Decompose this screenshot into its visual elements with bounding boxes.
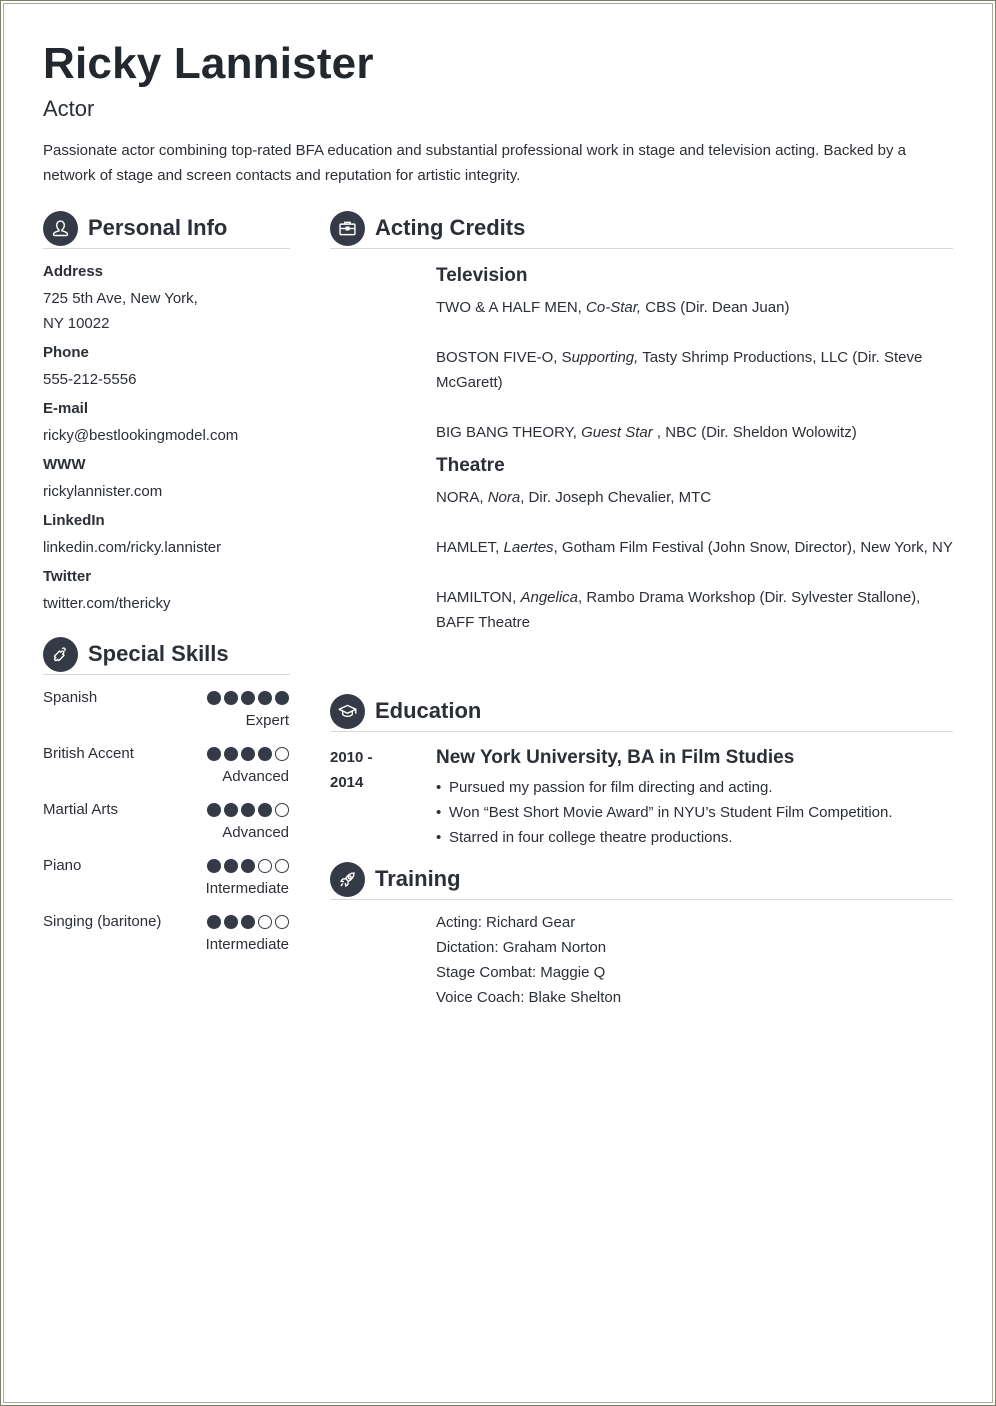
candidate-role: Actor (43, 96, 95, 121)
rating-dot-filled (241, 803, 255, 817)
personal-info-list (43, 262, 290, 623)
skill-level: Intermediate (205, 880, 289, 897)
personal-info-header (43, 208, 290, 249)
skill-level: Expert (245, 712, 289, 729)
acting-credits-header (330, 208, 953, 249)
skills-list (43, 688, 290, 968)
rocket-icon (330, 862, 365, 897)
education-bullet: • Starred in four college theatre productions. (436, 825, 953, 850)
skill-name: Martial Arts (43, 801, 119, 818)
rating-dot-filled (275, 691, 289, 705)
skill-name: Singing (baritone) (43, 913, 162, 930)
skill-name: Spanish (43, 689, 98, 706)
info-value: 725 5th Ave, New York, (43, 290, 198, 307)
info-value: NY 10022 (43, 315, 110, 332)
info-label: Address (43, 263, 104, 280)
skill-name: British Accent (43, 745, 134, 762)
education-bullet: • Won “Best Short Movie Award” in NYU’s Student Film Competition. (436, 800, 953, 825)
info-value: 555-212-5556 (43, 371, 137, 388)
skill-row (43, 856, 290, 912)
info-www (43, 455, 290, 504)
info-linkedin (43, 511, 290, 560)
rating-dot-filled (224, 691, 238, 705)
info-label: WWW (43, 456, 86, 473)
education-years (330, 745, 420, 795)
rating-dot-empty (275, 803, 289, 817)
rating-dot-empty (275, 747, 289, 761)
skills-title: Special Skills (88, 641, 229, 666)
rating-dot-filled (207, 747, 221, 761)
rating-dot-empty (258, 859, 272, 873)
rating-dot-filled (224, 915, 238, 929)
info-address (43, 262, 290, 336)
rating-dot-filled (207, 859, 221, 873)
rating-dot-filled (207, 803, 221, 817)
education-bullets (436, 775, 953, 850)
info-label: Phone (43, 344, 89, 361)
rating-dot-filled (258, 747, 272, 761)
credit-item: NORA, Nora, Dir. Joseph Chevalier, MTC (436, 489, 712, 506)
education-years-start: 2010 - (330, 749, 373, 766)
rating-dot-filled (241, 747, 255, 761)
skill-name: Piano (43, 857, 82, 874)
credit-item: HAMLET, Laertes, Gotham Film Festival (John Snow, Director), New York, NY (436, 539, 953, 556)
skill-rating (204, 691, 289, 705)
education-years-end: 2014 (330, 774, 364, 791)
training-list (436, 910, 953, 1010)
personal-info-title: Personal Info (88, 215, 228, 240)
education-title: Education (375, 698, 482, 723)
skills-header (43, 634, 290, 675)
training-item: Acting: Richard Gear (436, 914, 576, 931)
rating-dot-filled (258, 691, 272, 705)
skill-rating (204, 915, 289, 929)
credit-item: BOSTON FIVE-O, Supporting, Tasty Shrimp Productions, LLC (Dir. Steve McGarett) (436, 349, 923, 391)
info-value[interactable]: twitter.com/thericky (43, 595, 171, 612)
info-email (43, 399, 290, 448)
rating-dot-filled (241, 859, 255, 873)
education-bullet: • Pursued my passion for film directing and acting. (436, 775, 953, 800)
acting-credits-title: Acting Credits (375, 215, 526, 240)
info-label: LinkedIn (43, 512, 105, 529)
info-value[interactable]: rickylannister.com (43, 483, 163, 500)
info-label: E-mail (43, 400, 89, 417)
rating-dot-filled (207, 915, 221, 929)
rating-dot-filled (241, 915, 255, 929)
rating-dot-filled (241, 691, 255, 705)
profile-summary: Passionate actor combining top-rated BFA education and substantial professional work in stage and television acting. Backed by a network of stage and screen contacts and reputation for artistic integrity. (43, 142, 907, 184)
rating-dot-empty (275, 859, 289, 873)
training-header (330, 859, 953, 900)
briefcase-icon (330, 211, 365, 246)
rating-dot-filled (224, 747, 238, 761)
credit-item: TWO & A HALF MEN, Co-Star, CBS (Dir. Dean Juan) (436, 299, 790, 316)
person-icon (43, 211, 78, 246)
credit-item: BIG BANG THEORY, Guest Star , NBC (Dir. Sheldon Wolowitz) (436, 424, 857, 441)
education-degree: New York University, BA in Film Studies (436, 747, 795, 768)
skill-rating (204, 747, 289, 761)
skill-row (43, 744, 290, 800)
info-twitter (43, 567, 290, 616)
education-header (330, 691, 953, 732)
skill-row (43, 800, 290, 856)
skill-row (43, 688, 290, 744)
rating-dot-empty (275, 915, 289, 929)
credit-item: HAMILTON, Angelica, Rambo Drama Workshop (Dir. Sylvester Stallone), BAFF Theatre (436, 589, 921, 631)
rating-dot-filled (224, 803, 238, 817)
skill-level: Advanced (222, 824, 289, 841)
television-title: Television (436, 265, 528, 286)
info-phone (43, 343, 290, 392)
training-title: Training (375, 866, 461, 891)
education-entry (436, 746, 953, 850)
info-value[interactable]: ricky@bestlookingmodel.com (43, 427, 239, 444)
theatre-title: Theatre (436, 455, 505, 476)
info-value[interactable]: linkedin.com/ricky.lannister (43, 539, 222, 556)
television-credits (436, 264, 953, 445)
puzzle-icon (43, 637, 78, 672)
rating-dot-filled (258, 803, 272, 817)
theatre-credits (436, 454, 953, 635)
skill-level: Advanced (222, 768, 289, 785)
skill-row (43, 912, 290, 968)
rating-dot-filled (224, 859, 238, 873)
rating-dot-empty (258, 915, 272, 929)
graduation-cap-icon (330, 694, 365, 729)
skill-level: Intermediate (205, 936, 289, 953)
training-item: Stage Combat: Maggie Q (436, 964, 606, 981)
training-item: Voice Coach: Blake Shelton (436, 989, 622, 1006)
rating-dot-filled (207, 691, 221, 705)
info-label: Twitter (43, 568, 92, 585)
skill-rating (204, 803, 289, 817)
candidate-name: Ricky Lannister (43, 39, 374, 88)
training-item: Dictation: Graham Norton (436, 939, 607, 956)
skill-rating (204, 859, 289, 873)
